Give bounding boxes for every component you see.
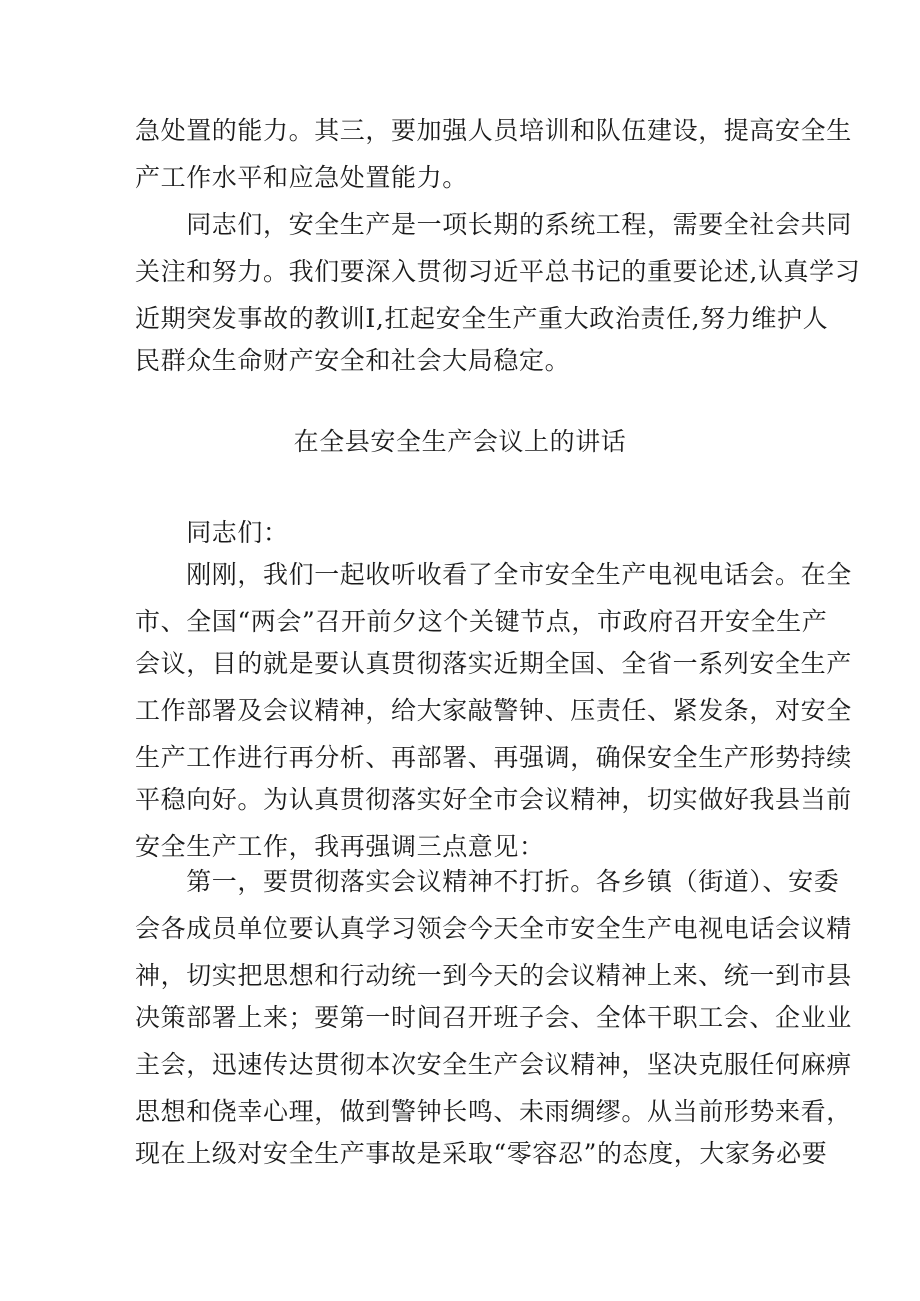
body-line: 刚刚，我们一起收听收看了全市安全生产电视电话会。在全 bbox=[135, 560, 852, 589]
body-line: 第一，要贯彻落实会议精神不打折。各乡镇（街道）、安委 bbox=[135, 867, 840, 896]
body-line: 安全生产工作，我再强调三点意见： bbox=[135, 832, 545, 861]
body-line: 思想和侥幸心理，做到警钟长鸣、未雨绸缪。从当前形势来看， bbox=[135, 1097, 852, 1126]
body-line: 生产工作进行再分析、再部署、再强调，确保安全生产形势持续 bbox=[135, 743, 852, 772]
body-line: 现在上级对安全生产事故是采取“零容忍”的态度，大家务必要 bbox=[135, 1139, 828, 1168]
speech-title: 在全县安全生产会议上的讲话 bbox=[293, 427, 627, 456]
body-line: 产工作水平和应急处置能力。 bbox=[135, 163, 468, 192]
body-line: 决策部署上来；要第一时间召开班子会、全体干职工会、企业业 bbox=[135, 1003, 852, 1032]
body-line: 会议，目的就是要认真贯彻落实近期全国、全省一系列安全生产 bbox=[135, 649, 852, 678]
salutation: 同志们： bbox=[135, 518, 289, 547]
body-line: 急处置的能力。其三，要加强人员培训和队伍建设，提高安全生 bbox=[135, 116, 852, 145]
body-line: 近期突发事故的教训I,扛起安全生产重大政治责任,努力维护人 bbox=[135, 304, 829, 333]
body-line: 主会，迅速传达贯彻本次安全生产会议精神，坚决克服任何麻痹 bbox=[135, 1050, 852, 1079]
body-line: 工作部署及会议精神，给大家敲警钟、压责任、紧发条，对安全 bbox=[135, 696, 852, 725]
body-line: 民群众生命财产安全和社会大局稳定。 bbox=[135, 346, 571, 375]
body-line: 会各成员单位要认真学习领会今天全市安全生产电视电话会议精 bbox=[135, 914, 852, 943]
body-line: 神，切实把思想和行动统一到今天的会议精神上来、统一到市县 bbox=[135, 961, 852, 990]
body-line: 同志们，安全生产是一项长期的系统工程，需要全社会共同 bbox=[135, 210, 852, 239]
body-line: 关注和努力。我们要深入贯彻习近平总书记的重要论述,认真学习 bbox=[135, 257, 861, 286]
body-line: 平稳向好。为认真贯彻落实好全市会议精神，切实做好我县当前 bbox=[135, 785, 852, 814]
body-line: 市、全国“两会”召开前夕这个关键节点，市政府召开安全生产 bbox=[135, 607, 828, 636]
